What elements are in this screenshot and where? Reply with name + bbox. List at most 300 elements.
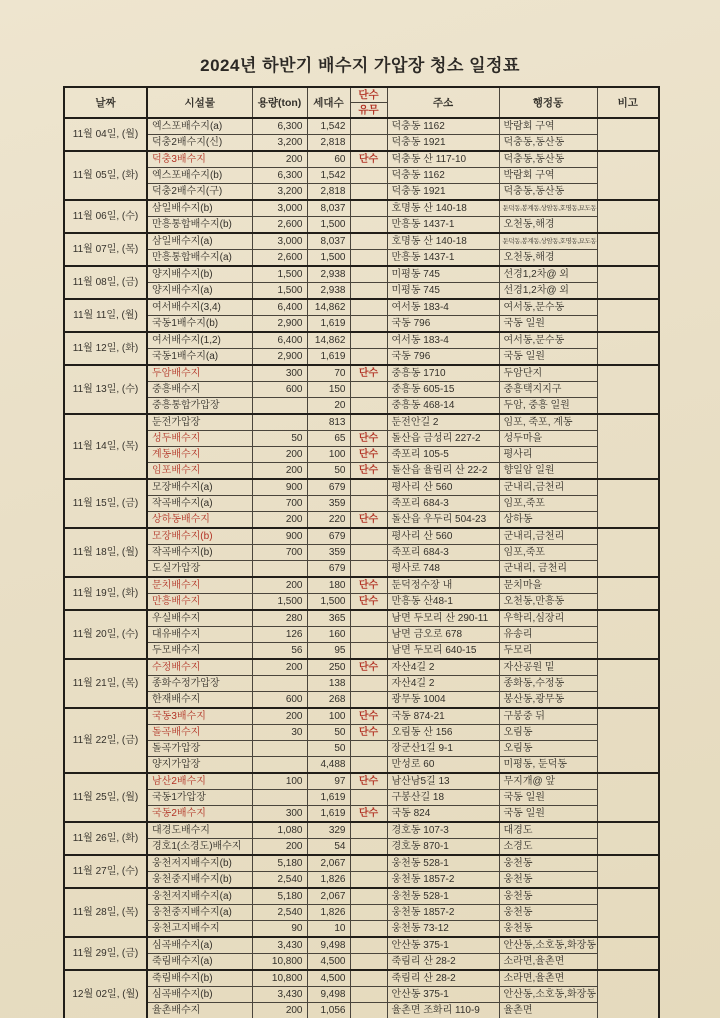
facility-cell: 국동1배수지(b): [147, 316, 252, 333]
capacity-cell: 200: [252, 463, 307, 480]
capacity-cell: 6,400: [252, 332, 307, 349]
col-header-address: 주소: [387, 87, 499, 118]
households-cell: 1,826: [307, 905, 350, 921]
facility-cell: 남산2배수지: [147, 773, 252, 790]
capacity-cell: 5,180: [252, 855, 307, 872]
district-cell: 안산동,소호동,화장동: [499, 937, 597, 954]
table-row: [64, 431, 659, 447]
cutoff-cell: [350, 610, 387, 627]
address-cell: 덕충동 산 117-10: [387, 151, 499, 168]
district-cell: 종화동,수정동: [499, 676, 597, 692]
address-cell: 만흥동 산48-1: [387, 594, 499, 611]
capacity-cell: 3,200: [252, 184, 307, 201]
capacity-cell: 30: [252, 725, 307, 741]
table-row: [64, 283, 659, 300]
cutoff-cell: [350, 217, 387, 234]
table-row: [64, 414, 659, 431]
table-row: [64, 561, 659, 578]
facility-cell: 만흥배수지: [147, 594, 252, 611]
households-cell: 679: [307, 479, 350, 496]
address-cell: 중흥동 605-15: [387, 382, 499, 398]
district-cell: 자산공원 밑: [499, 659, 597, 676]
date-cell: 11월 27일, (수): [64, 855, 147, 888]
facility-cell: 덕충3배수지: [147, 151, 252, 168]
households-cell: 329: [307, 822, 350, 839]
households-cell: 138: [307, 676, 350, 692]
cutoff-cell: 단수: [350, 725, 387, 741]
table-row: [64, 659, 659, 676]
facility-cell: 여서배수지(3,4): [147, 299, 252, 316]
households-cell: 2,818: [307, 184, 350, 201]
table-row: [64, 839, 659, 856]
note-cell: [597, 577, 659, 610]
facility-cell: 웅천고지배수지: [147, 921, 252, 938]
table-row: [64, 987, 659, 1003]
address-cell: 남면 금오로 678: [387, 627, 499, 643]
district-cell: 평사리: [499, 447, 597, 463]
facility-cell: 대경도배수지: [147, 822, 252, 839]
capacity-cell: 50: [252, 431, 307, 447]
households-cell: 1,619: [307, 790, 350, 806]
table-row: [64, 676, 659, 692]
district-cell: 덕충동,동산동: [499, 135, 597, 152]
district-cell: 소라면,율촌면: [499, 970, 597, 987]
district-cell: 중흥택지지구: [499, 382, 597, 398]
households-cell: 180: [307, 577, 350, 594]
cutoff-cell: [350, 692, 387, 709]
cutoff-cell: [350, 283, 387, 300]
capacity-cell: 6,300: [252, 118, 307, 135]
address-cell: 자산4길 2: [387, 659, 499, 676]
address-cell: 호명동 산 140-18: [387, 233, 499, 250]
households-cell: 250: [307, 659, 350, 676]
table-row: [64, 447, 659, 463]
col-header-cutoff-bottom: 유무: [358, 104, 379, 116]
note-cell: [597, 233, 659, 266]
households-cell: 813: [307, 414, 350, 431]
district-cell: 율촌면: [499, 1003, 597, 1018]
capacity-cell: 1,500: [252, 283, 307, 300]
facility-cell: 양지배수지(a): [147, 283, 252, 300]
capacity-cell: 900: [252, 528, 307, 545]
col-header-date: 날짜: [64, 87, 147, 118]
address-cell: 만흥동 1437-1: [387, 217, 499, 234]
address-cell: 덕충동 1162: [387, 118, 499, 135]
note-cell: [597, 266, 659, 299]
date-cell: 11월 06일, (수): [64, 200, 147, 233]
facility-cell: 웅천중지배수지(b): [147, 872, 252, 889]
address-cell: 미평동 745: [387, 283, 499, 300]
col-header-households: 세대수: [307, 87, 350, 118]
facility-cell: 국동1가압장: [147, 790, 252, 806]
cutoff-cell: [350, 479, 387, 496]
capacity-cell: 3,430: [252, 987, 307, 1003]
cutoff-cell: [350, 905, 387, 921]
note-cell: [597, 414, 659, 479]
capacity-cell: 90: [252, 921, 307, 938]
facility-cell: 양지배수지(b): [147, 266, 252, 283]
note-cell: [597, 118, 659, 151]
district-cell: 웅천동: [499, 905, 597, 921]
capacity-cell: 700: [252, 545, 307, 561]
note-cell: [597, 365, 659, 414]
address-cell: 둔전안길 2: [387, 414, 499, 431]
households-cell: 268: [307, 692, 350, 709]
table-row: [64, 594, 659, 611]
facility-cell: 두암배수지: [147, 365, 252, 382]
table-row: [64, 643, 659, 660]
table-row: [64, 577, 659, 594]
district-cell: 군내리,금천리: [499, 479, 597, 496]
district-cell: 봉산동,광무동: [499, 692, 597, 709]
capacity-cell: 200: [252, 151, 307, 168]
address-cell: 평사로 748: [387, 561, 499, 578]
district-cell: 오천동,해경: [499, 250, 597, 267]
capacity-cell: 2,540: [252, 872, 307, 889]
facility-cell: 웅천중지배수지(a): [147, 905, 252, 921]
facility-cell: 임포배수지: [147, 463, 252, 480]
households-cell: 1,056: [307, 1003, 350, 1018]
date-cell: 11월 05일, (화): [64, 151, 147, 200]
facility-cell: 상하동배수지: [147, 512, 252, 529]
capacity-cell: 200: [252, 659, 307, 676]
facility-cell: 웅천저지배수지(b): [147, 855, 252, 872]
note-cell: [597, 773, 659, 822]
address-cell: 돌산읍 금성리 227-2: [387, 431, 499, 447]
table-row: [64, 512, 659, 529]
facility-cell: 두모배수지: [147, 643, 252, 660]
address-cell: 덕충동 1162: [387, 168, 499, 184]
households-cell: 1,826: [307, 872, 350, 889]
households-cell: 1,500: [307, 217, 350, 234]
district-cell: 우학리,심장리: [499, 610, 597, 627]
col-header-district: 행정동: [499, 87, 597, 118]
facility-cell: 성두배수지: [147, 431, 252, 447]
district-cell: 유송리: [499, 627, 597, 643]
note-cell: [597, 708, 659, 773]
cutoff-cell: [350, 135, 387, 152]
address-cell: 경호동 107-3: [387, 822, 499, 839]
address-cell: 중흥동 468-14: [387, 398, 499, 415]
capacity-cell: 200: [252, 1003, 307, 1018]
cutoff-cell: 단수: [350, 447, 387, 463]
note-cell: [597, 855, 659, 888]
address-cell: 국동 796: [387, 316, 499, 333]
table-row: [64, 872, 659, 889]
cutoff-cell: [350, 233, 387, 250]
facility-cell: 덕충2배수지(신): [147, 135, 252, 152]
households-cell: 14,862: [307, 332, 350, 349]
capacity-cell: 2,540: [252, 905, 307, 921]
capacity-cell: [252, 676, 307, 692]
district-cell: 여서동,문수동: [499, 332, 597, 349]
capacity-cell: 200: [252, 839, 307, 856]
cutoff-cell: 단수: [350, 594, 387, 611]
note-cell: [597, 822, 659, 855]
cutoff-cell: [350, 414, 387, 431]
address-cell: 웅천동 1857-2: [387, 905, 499, 921]
cutoff-cell: [350, 1003, 387, 1018]
table-row: [64, 479, 659, 496]
capacity-cell: [252, 398, 307, 415]
cutoff-cell: [350, 118, 387, 135]
address-cell: 율촌면 조화리 110-9: [387, 1003, 499, 1018]
table-row: [64, 790, 659, 806]
table-row: [64, 266, 659, 283]
capacity-cell: 300: [252, 806, 307, 823]
address-cell: 웅천동 1857-2: [387, 872, 499, 889]
households-cell: 8,037: [307, 200, 350, 217]
facility-cell: 심곡배수지(a): [147, 937, 252, 954]
facility-cell: 엑스포배수지(a): [147, 118, 252, 135]
facility-cell: 엑스포배수지(b): [147, 168, 252, 184]
table-row: [64, 610, 659, 627]
households-cell: 9,498: [307, 937, 350, 954]
col-header-note: 비고: [597, 87, 659, 118]
table-row: [64, 398, 659, 415]
address-cell: 안산동 375-1: [387, 987, 499, 1003]
address-cell: 죽포리 684-3: [387, 545, 499, 561]
facility-cell: 수정배수지: [147, 659, 252, 676]
facility-cell: 대유배수지: [147, 627, 252, 643]
col-header-capacity: 용량(ton): [252, 87, 307, 118]
cutoff-cell: [350, 266, 387, 283]
capacity-cell: 200: [252, 512, 307, 529]
page-title: 2024년 하반기 배수지 가압장 청소 일정표: [200, 56, 520, 75]
address-cell: 웅천동 73-12: [387, 921, 499, 938]
table-row: [64, 233, 659, 250]
table-row: [64, 184, 659, 201]
table-row: [64, 200, 659, 217]
facility-cell: 도실가압장: [147, 561, 252, 578]
district-cell: 임포,죽포: [499, 545, 597, 561]
address-cell: 남면 두모리 산 290-11: [387, 610, 499, 627]
capacity-cell: 6,300: [252, 168, 307, 184]
date-cell: 11월 15일, (금): [64, 479, 147, 528]
address-cell: 죽포리 684-3: [387, 496, 499, 512]
capacity-cell: 3,200: [252, 135, 307, 152]
facility-cell: 중흥통합가압장: [147, 398, 252, 415]
households-cell: 100: [307, 447, 350, 463]
facility-cell: 문치배수지: [147, 577, 252, 594]
address-cell: 평사리 산 560: [387, 479, 499, 496]
capacity-cell: 600: [252, 692, 307, 709]
facility-cell: 계동배수지: [147, 447, 252, 463]
table-row: [64, 528, 659, 545]
note-cell: [597, 970, 659, 1018]
facility-cell: 만흥통합배수지(a): [147, 250, 252, 267]
capacity-cell: [252, 790, 307, 806]
date-cell: 11월 07일, (목): [64, 233, 147, 266]
note-cell: [597, 528, 659, 577]
facility-cell: 둔전가압장: [147, 414, 252, 431]
district-cell: 임포, 죽포, 계동: [499, 414, 597, 431]
date-cell: 11월 19일, (화): [64, 577, 147, 610]
table-row: [64, 954, 659, 971]
district-cell: 오천동,만흥동: [499, 594, 597, 611]
cutoff-cell: 단수: [350, 659, 387, 676]
district-cell: 웅천동: [499, 921, 597, 938]
district-cell: 오림동: [499, 741, 597, 757]
address-cell: 광무동 1004: [387, 692, 499, 709]
facility-cell: 율촌배수지: [147, 1003, 252, 1018]
households-cell: 95: [307, 643, 350, 660]
households-cell: 100: [307, 708, 350, 725]
note-cell: [597, 479, 659, 528]
households-cell: 160: [307, 627, 350, 643]
capacity-cell: 2,900: [252, 349, 307, 366]
households-cell: 365: [307, 610, 350, 627]
cutoff-cell: [350, 184, 387, 201]
facility-cell: 국동1배수지(a): [147, 349, 252, 366]
capacity-cell: 3,430: [252, 937, 307, 954]
cutoff-cell: [350, 168, 387, 184]
table-row: [64, 545, 659, 561]
cutoff-cell: [350, 528, 387, 545]
table-row: [64, 496, 659, 512]
facility-cell: 죽림배수지(a): [147, 954, 252, 971]
cutoff-cell: [350, 741, 387, 757]
address-cell: 여서동 183-4: [387, 299, 499, 316]
address-cell: 만성로 60: [387, 757, 499, 774]
district-cell: 미평동, 둔덕동: [499, 757, 597, 774]
cutoff-cell: [350, 349, 387, 366]
cutoff-cell: [350, 398, 387, 415]
capacity-cell: 126: [252, 627, 307, 643]
cutoff-cell: [350, 643, 387, 660]
cutoff-cell: [350, 332, 387, 349]
district-cell: 오천동,해경: [499, 217, 597, 234]
table-row: [64, 463, 659, 480]
address-cell: 국동 874-21: [387, 708, 499, 725]
district-cell: 군내리,금천리: [499, 528, 597, 545]
households-cell: 20: [307, 398, 350, 415]
facility-cell: 한재배수지: [147, 692, 252, 709]
table-row: [64, 937, 659, 954]
cutoff-cell: [350, 921, 387, 938]
facility-cell: 삼일배수지(a): [147, 233, 252, 250]
table-row: [64, 888, 659, 905]
capacity-cell: 2,600: [252, 217, 307, 234]
table-row: [64, 151, 659, 168]
capacity-cell: 700: [252, 496, 307, 512]
district-cell: 대경도: [499, 822, 597, 839]
households-cell: 4,488: [307, 757, 350, 774]
households-cell: 10: [307, 921, 350, 938]
households-cell: 1,619: [307, 316, 350, 333]
cutoff-cell: [350, 200, 387, 217]
households-cell: 1,542: [307, 118, 350, 135]
cutoff-cell: [350, 757, 387, 774]
district-cell: 성두마을: [499, 431, 597, 447]
capacity-cell: [252, 757, 307, 774]
district-cell: 군내리, 금천리: [499, 561, 597, 578]
households-cell: 50: [307, 463, 350, 480]
district-cell: 상하동: [499, 512, 597, 529]
capacity-cell: 5,180: [252, 888, 307, 905]
facility-cell: 국동3배수지: [147, 708, 252, 725]
address-cell: 남면 두모리 640-15: [387, 643, 499, 660]
table-row: [64, 1003, 659, 1018]
facility-cell: 만흥통합배수지(b): [147, 217, 252, 234]
address-cell: 만흥동 1437-1: [387, 250, 499, 267]
table-row: [64, 316, 659, 333]
table-row: [64, 692, 659, 709]
facility-cell: 종화수정가압장: [147, 676, 252, 692]
district-cell: 임포,죽포: [499, 496, 597, 512]
table-row: [64, 250, 659, 267]
district-cell: 웅천동: [499, 872, 597, 889]
col-header-cutoff: [350, 87, 387, 118]
households-cell: 4,500: [307, 954, 350, 971]
date-cell: 11월 20일, (수): [64, 610, 147, 659]
district-cell: 소라면,율촌면: [499, 954, 597, 971]
capacity-cell: 3,000: [252, 233, 307, 250]
col-header-cutoff-top: 단수: [351, 88, 387, 103]
note-cell: [597, 332, 659, 365]
households-cell: 60: [307, 151, 350, 168]
capacity-cell: 1,500: [252, 266, 307, 283]
capacity-cell: 10,800: [252, 954, 307, 971]
note-cell: [597, 937, 659, 970]
table-row: [64, 708, 659, 725]
note-cell: [597, 151, 659, 200]
address-cell: 덕충동 1921: [387, 135, 499, 152]
table-row: [64, 970, 659, 987]
table-row: [64, 118, 659, 135]
table-row: [64, 822, 659, 839]
date-cell: 11월 28일, (목): [64, 888, 147, 937]
capacity-cell: 100: [252, 773, 307, 790]
households-cell: 65: [307, 431, 350, 447]
capacity-cell: 10,800: [252, 970, 307, 987]
district-cell: 향일암 일원: [499, 463, 597, 480]
capacity-cell: 900: [252, 479, 307, 496]
cutoff-cell: [350, 316, 387, 333]
table-row: [64, 365, 659, 382]
address-cell: 남산남5길 13: [387, 773, 499, 790]
cutoff-cell: [350, 937, 387, 954]
address-cell: 안산동 375-1: [387, 937, 499, 954]
district-cell: 오림동: [499, 725, 597, 741]
address-cell: 경호동 870-1: [387, 839, 499, 856]
date-cell: 11월 04일, (월): [64, 118, 147, 151]
households-cell: 1,619: [307, 806, 350, 823]
district-cell: 웅천동: [499, 855, 597, 872]
table-row: [64, 741, 659, 757]
address-cell: 국동 824: [387, 806, 499, 823]
address-cell: 돌산읍 율림리 산 22-2: [387, 463, 499, 480]
households-cell: 50: [307, 725, 350, 741]
facility-cell: 웅천저지배수지(a): [147, 888, 252, 905]
households-cell: 2,067: [307, 888, 350, 905]
capacity-cell: 280: [252, 610, 307, 627]
address-cell: 중흥동 1710: [387, 365, 499, 382]
district-cell: 국동 일원: [499, 790, 597, 806]
facility-cell: 작곡배수지(a): [147, 496, 252, 512]
address-cell: 자산4길 2: [387, 676, 499, 692]
district-cell: 박람회 구역: [499, 168, 597, 184]
households-cell: 8,037: [307, 233, 350, 250]
district-cell: 안산동,소호동,화장동: [499, 987, 597, 1003]
table-row: [64, 299, 659, 316]
note-cell: [597, 659, 659, 708]
cutoff-cell: [350, 888, 387, 905]
address-cell: 죽포리 105-5: [387, 447, 499, 463]
date-cell: 11월 29일, (금): [64, 937, 147, 970]
address-cell: 덕충동 1921: [387, 184, 499, 201]
table-row: [64, 168, 659, 184]
